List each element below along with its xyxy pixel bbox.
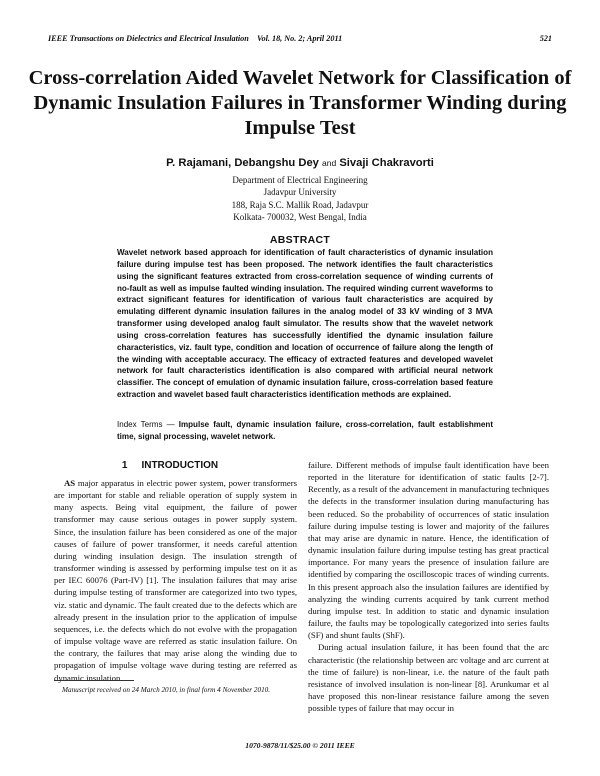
page-footer: 1070-9878/11/$25.00 © 2011 IEEE xyxy=(245,741,355,750)
footnote: Manuscript received on 24 March 2010, in final form 4 November 2010. xyxy=(62,686,271,694)
section-title: INTRODUCTION xyxy=(141,460,219,471)
affiliation-dept: Department of Electrical Engineering xyxy=(232,175,368,185)
author-conjunction: and xyxy=(322,158,337,168)
abstract-heading: ABSTRACT xyxy=(269,234,331,246)
section-heading xyxy=(54,460,286,471)
right-paragraph-2: During actual insulation failure, it has been found that the arc characteristic (the relationship between arc voltage and arc current at the time of failure) is non-linear, i.e. the nature of the fault path resistance of involved insulation is non-linear [8]. Arunkumar et al have proposed this non-linear resistance failure among the seven possible types of failure that may occur in xyxy=(308,642,549,714)
footnote-rule xyxy=(54,680,134,681)
journal-info: IEEE Transactions on Dielectrics and Electrical Insulation Vol. 18, No. 2; April 2011 xyxy=(48,34,343,43)
affiliation-univ: Jadavpur University xyxy=(263,187,337,198)
page-number: 521 xyxy=(539,34,552,43)
intro-paragraph-1 xyxy=(54,477,297,684)
paper-title: Cross-correlation Aided Wavelet Network for Classification of Dynamic Insulation Failures in Transformer Winding during Impulse Test xyxy=(28,67,572,139)
right-column xyxy=(308,459,549,714)
index-terms-label: Index Terms — xyxy=(117,420,179,429)
right-paragraph-1: failure. Different methods of impulse fault identification have been reported in the literature for identification of static faults [2-7]. Recently, as a result of the advancement in manufacturing techniques the defects in the transformer insulation during manufacturing has been reduced. So the probability of occurrences of static insulation failure during impulse testing is lower and majority of the failures that may arise are dynamic in nature. Hence, the identification of dynamic insulation failure during impulse testing has great practical importance. For many years the presence of insulation failure are identified by comparing the oscilloscopic traces of winding currents. In this present approach also the insulation failures are identified by analyzing the winding currents acquired by tank current method during impulse test. In addition to static and dynamic insulation failure, the faults may be topologically categorized into series faults (SF) and shunt faults (ShF). xyxy=(308,460,549,641)
section-number: 1 xyxy=(121,460,128,471)
author-last: Sivaji Chakravorti xyxy=(339,157,434,169)
affiliation xyxy=(0,174,600,224)
affiliation-city: Kolkata- 700032, West Bengal, India xyxy=(233,212,367,223)
index-terms xyxy=(117,419,493,443)
affiliation-street: 188, Raja S.C. Mallik Road, Jadavpur xyxy=(231,199,369,210)
left-column xyxy=(54,477,297,684)
abstract-text: Wavelet network based approach for identification of fault characteristics of dynamic insulation failure during impulse test has been proposed. The network identifies the fault characteristics using the significant features extracted from cross-correlation sequence of winding currents of no-fault as well as impulse faulted winding insulation. The required winding current waveforms to extract significant features for identification of various fault characteristics are acquired by emulating different dynamic insulation failures in the analog model of 33 kV winding of 3 MVA transformer using developed analog fault simulator. The results show that the wavelet network using cross-correlation features has successfully identified the dynamic insulation failure characteristics, viz. fault type, condition and location of occurrence of failure along the length of the winding with acceptable accuracy. The efficacy of extracted features and developed wavelet network for fault characteristics identification is also compared with artificial neural network classifier. The concept of emulation of dynamic insulation failure, cross-correlation based feature extraction and wavelet based fault characteristics identification methods are explained. xyxy=(117,248,493,400)
drop-cap: AS xyxy=(64,478,76,488)
intro-paragraph-1-text: major apparatus in electric power system, power transformers are important for stable and reliable operation of supply system in many aspects. Being vital equipment, the failure of power transformer may cause serious outages in power supply system. Since, the insulation failure has been considered as one of the major causes of failure of power transformer, it needs careful attention during winding insulation design. The insulation strength of transformer winding is assessed by performing impulse test on it as per IEC 60076 (Part-IV) [1]. The insulation failures that may arise during impulse testing of transformer are categorized into two types, viz. static and dynamic. The fault created due to the defects which are already present in the insulation prior to the application of impulse sequences, i.e. the defects which do not evolve with the propagation of impulse voltage wave are referred as static insulation failure. On the contrary, the failures that may arise along the winding due to propagation of impulse voltage wave during testing are referred as dynamic insulation xyxy=(54,478,297,683)
author-names: P. Rajamani, Debangshu Dey xyxy=(166,157,319,169)
index-terms-list: Impulse fault, dynamic insulation failure, cross-correlation, fault establishment time, signal processing, wavelet network. xyxy=(117,420,493,441)
author-line xyxy=(0,157,600,169)
running-header xyxy=(48,34,552,48)
